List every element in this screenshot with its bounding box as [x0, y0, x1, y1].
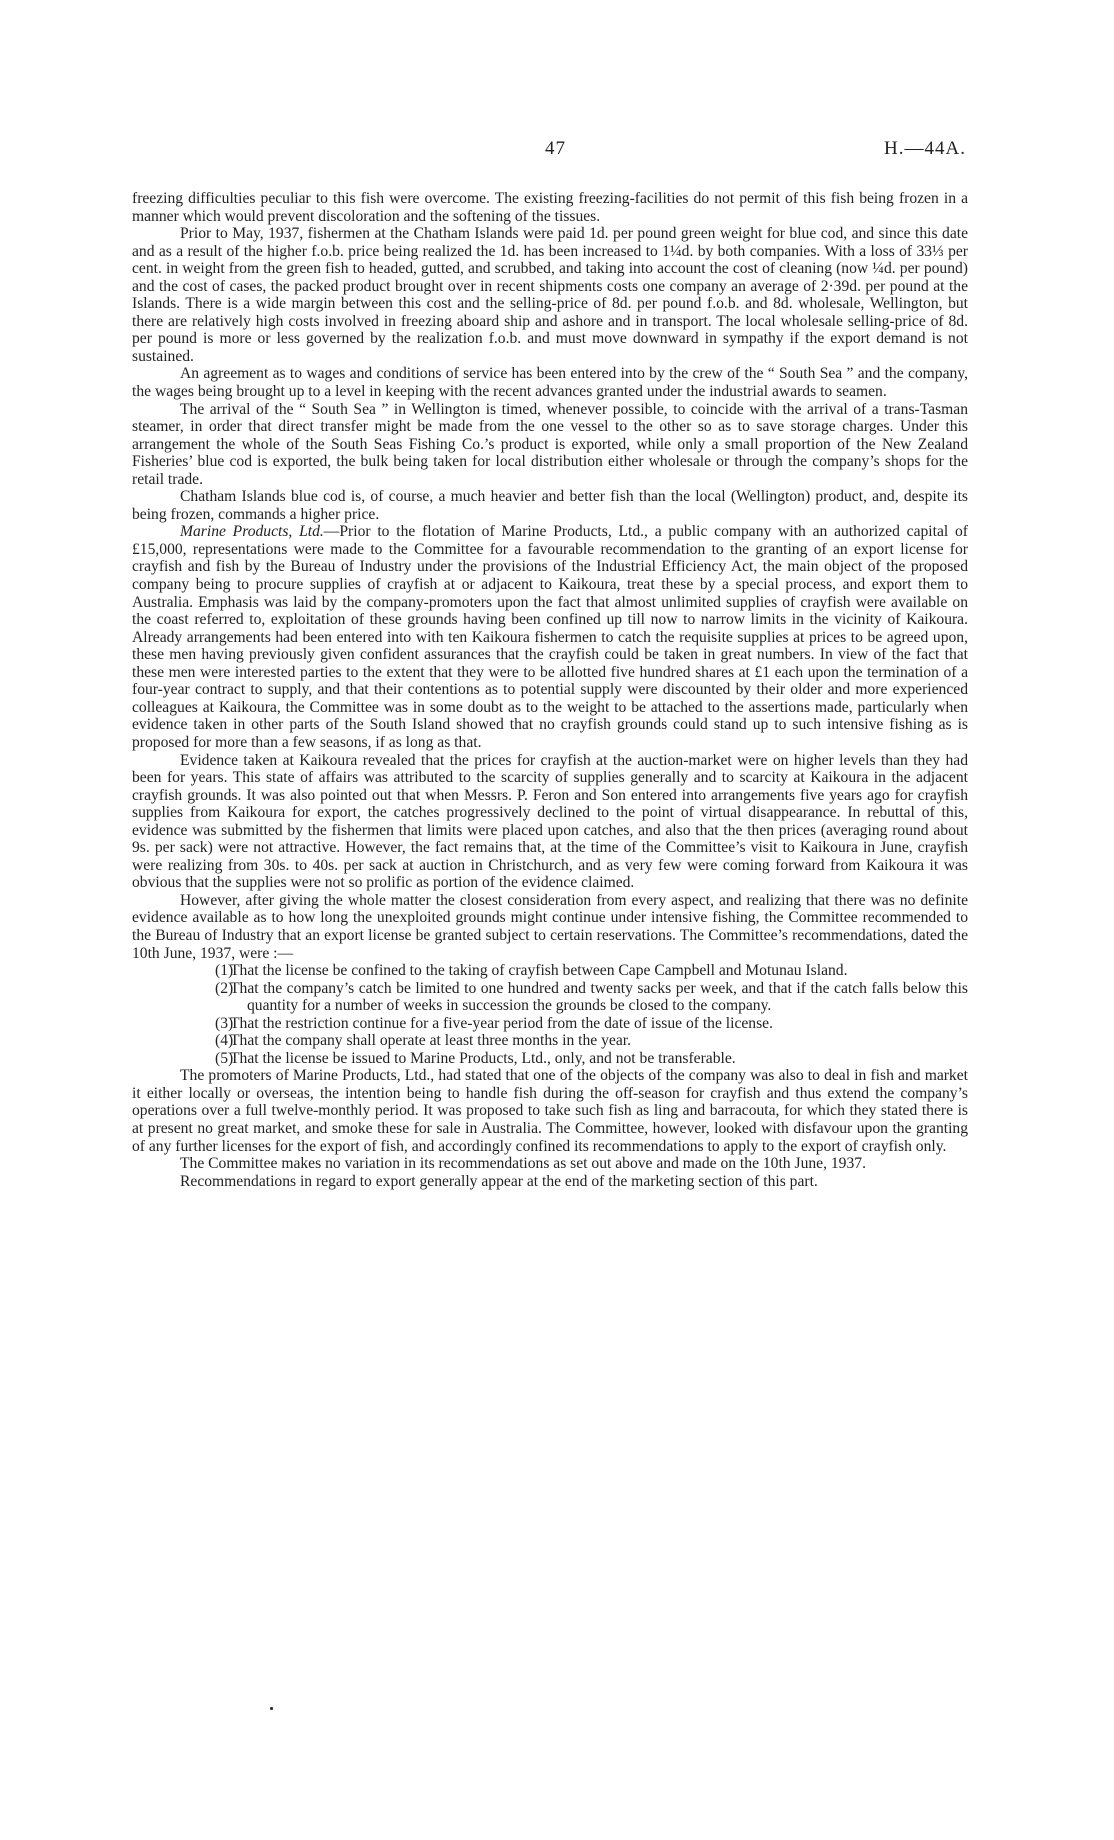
paragraph: Recommendations in regard to export generally appear at the end of the marketing section of this part. [180, 1172, 818, 1190]
paragraph: Chatham Islands blue cod is, of course, a much heavier and better fish than the local (Wellington) product, and, despite its being frozen, commands a higher price. [132, 488, 968, 523]
list-item-number: (2) [215, 979, 234, 997]
list-item-text: That the company’s catch be limited to one hundred and twenty sacks per week, and that if the catch falls below this quantity for a number of weeks in succession the grounds be closed to the company. [230, 979, 968, 1015]
paragraph: The Committee makes no variation in its recommendations as set out above and made on the 10th June, 1937. [180, 1155, 866, 1173]
list-item-text: That the restriction continue for a five-year period from the date of issue of the license. [230, 1014, 773, 1032]
paragraph-text: —Prior to the flotation of Marine Products, Ltd., a public company with an authorized capital of £15,000, representations were made to the Committee for a favourable recommendation to the granting of an export license for crayfish and fish by the Bureau of Industry under the provisions of the Industrial Efficiency Act, the main object of the proposed company being to procure supplies of crayfish at or adjacent to Kaikoura, treat these by a special process, and export them to Australia. Emphasis was laid by the company-promoters upon the fact that almost unlimited supplies of crayfish were available on the coast referred to, exploitation of these grounds having been confined up till now to narrow limits in the vicinity of Kaikoura. Already arrangements had been entered into with ten Kaikoura fishermen to catch the requisite supplies at prices to be agreed upon, these men having previously given confident assurances that the crayfish could be taken in great numbers. In view of the fact that these men were interested parties to the extent that they were to be allotted five hundred shares at £1 each upon the termination of a four-year contract to supply, and that their contentions as to potential supply were discounted by their older and more experienced colleagues at Kaikoura, the Committee was in some doubt as to the weight to be attached to the assertions made, particularly when evidence taken in other parts of the South Island showed that no crayfish grounds could stand up to such intensive fishing as is proposed for more than a few seasons, if as long as that. [132, 523, 968, 751]
paragraph: freezing difficulties peculiar to this fish were overcome. The existing freezing-facilities do not permit of this fish being frozen in a manner which would prevent discoloration and the softening of the tissues. [132, 190, 968, 225]
list-item [132, 1050, 968, 1068]
list-item [132, 962, 968, 980]
paragraph [132, 523, 968, 751]
page-number: 47 [545, 138, 566, 159]
paragraph: The promoters of Marine Products, Ltd., had stated that one of the objects of the company was also to deal in fish and market it either locally or overseas, the intention being to handle fish during the off-season for crayfish and thus extend the company’s operations over a full twelve-monthly period. It was proposed to take such fish as ling and barracouta, for which they stated there is at present no great market, and smoke these for sale in Australia. The Committee, however, looked with disfavour upon the granting of any further licenses for the export of fish, and accordingly confined its recommendations to apply to the export of crayfish only. [132, 1067, 968, 1155]
recommendations-list [132, 962, 968, 1067]
list-item [132, 1032, 968, 1050]
list-item-text: That the company shall operate at least three months in the year. [230, 1032, 631, 1050]
list-item-number: (4) [215, 1032, 234, 1050]
section-heading: Marine Products, Ltd. [180, 523, 324, 541]
paragraph: Prior to May, 1937, fishermen at the Chatham Islands were paid 1d. per pound green weight for blue cod, and since this date and as a result of the higher f.o.b. price being realized the 1d. has been increased to 1¼d. by both companies. With a loss of 33⅓ per cent. in weight from the green fish to headed, gutted, and scrubbed, and taking into account the cost of cleaning (now ¼d. per pound) and the cost of cases, the packed product brought over in recent shipments costs one company an average of 2·39d. per pound at the Islands. There is a wide margin between this cost and the selling-price of 8d. per pound f.o.b. and 8d. wholesale, Wellington, but there are relatively high costs involved in freezing aboard ship and ashore and in transport. The local wholesale selling-price of 8d. per pound is more or less governed by the realization f.o.b. and must move downward in sympathy if the export demand is not sustained. [132, 225, 968, 365]
paragraph: The arrival of the “ South Sea ” in Wellington is timed, whenever possible, to coincide with the arrival of a trans-Tasman steamer, in order that direct transfer might be made from the one vessel to the other so as to save storage charges. Under this arrangement the whole of the South Seas Fishing Co.’s product is exported, while only a small proportion of the New Zealand Fisheries’ blue cod is exported, the bulk being taken for local distribution either wholesale or through the company’s shops for the retail trade. [132, 400, 968, 488]
list-item [132, 1015, 968, 1033]
body-text [132, 190, 968, 1190]
list-item-number: (1) [215, 962, 234, 980]
document-reference: H.—44A. [884, 138, 966, 159]
page-header [0, 138, 1114, 162]
list-item-number: (5) [215, 1049, 234, 1067]
paragraph: However, after giving the whole matter the closest consideration from every aspect, and realizing that there was no definite evidence available as to how long the unexploited grounds might continue under intensive fishing, the Committee recommended to the Bureau of Industry that an export license be granted subject to certain reservations. The Committee’s recommendations, dated the 10th June, 1937, were :— [132, 891, 968, 962]
list-item-text: That the license be confined to the taking of crayfish between Cape Campbell and Motunau Island. [230, 962, 848, 980]
list-item [132, 980, 968, 1015]
list-item-number: (3) [215, 1014, 234, 1032]
ink-mark [270, 1707, 273, 1710]
paragraph: An agreement as to wages and conditions of service has been entered into by the crew of the “ South Sea ” and the company, the wages being brought up to a level in keeping with the recent advances granted under the industrial awards to seamen. [132, 365, 968, 401]
list-item-text: That the license be issued to Marine Products, Ltd., only, and not be transferable. [230, 1049, 736, 1067]
paragraph: Evidence taken at Kaikoura revealed that the prices for crayfish at the auction-market were on higher levels than they had been for years. This state of affairs was attributed to the scarcity of supplies generally and to scarcity at Kaikoura in the adjacent crayfish grounds. It was also pointed out that when Messrs. P. Feron and Son entered into arrangements five years ago for crayfish supplies from Kaikoura for export, the catches progressively declined to the point of virtual disappearance. In rebuttal of this, evidence was submitted by the fishermen that limits were placed upon catches, and also that the then prices (averaging round about 9s. per sack) were not attractive. However, the fact remains that, at the time of the Committee’s visit to Kaikoura in June, crayfish were realizing from 30s. to 40s. per sack at auction in Christchurch, and as very few were coming forward from Kaikoura it was obvious that the supplies were not so prolific as portion of the evidence claimed. [132, 751, 968, 892]
